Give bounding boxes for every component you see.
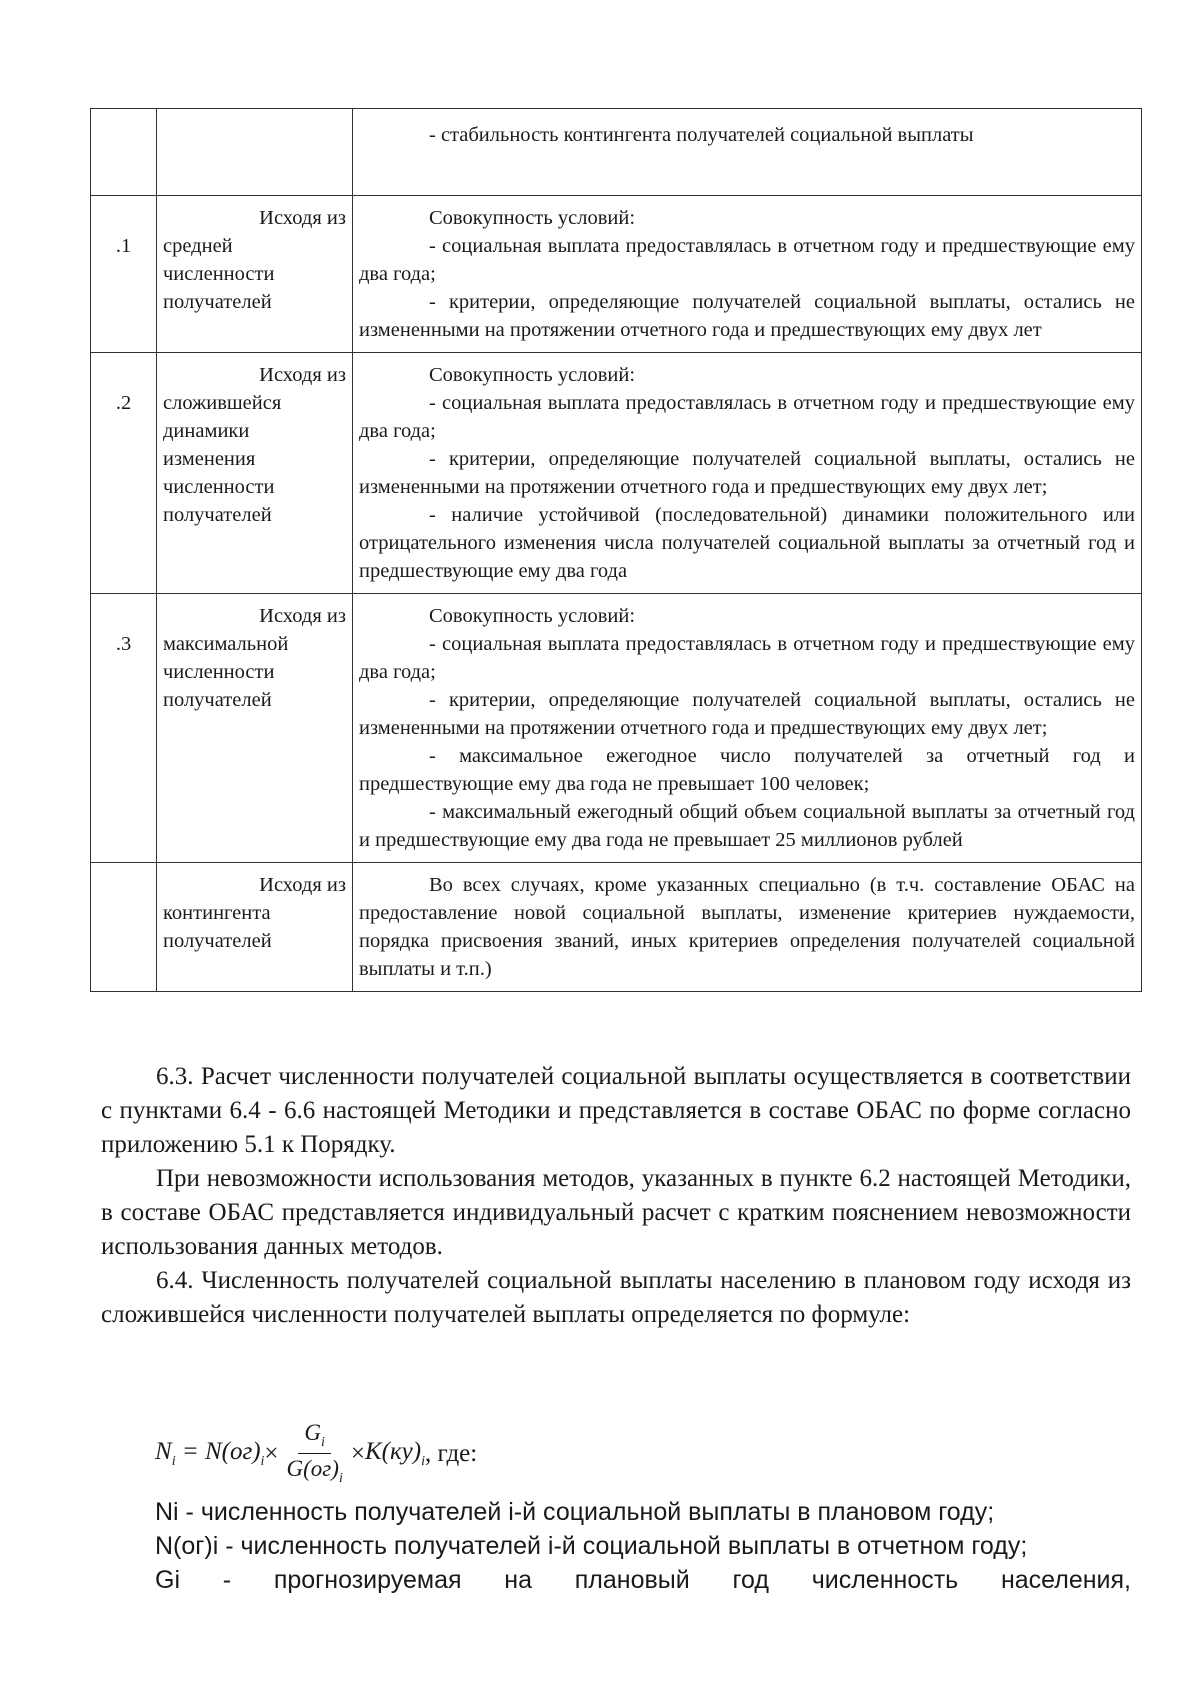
condition-line: - стабильность контингента получателей социальной выплаты xyxy=(429,124,974,146)
method-conditions xyxy=(353,594,1142,863)
method-name xyxy=(157,109,353,196)
condition-line: - критерии, определяющие получателей социальной выплаты, остались не измененными на протяжении отчетного года и предшествующих ему двух лет xyxy=(359,291,1135,341)
method-name-line: сложившейся xyxy=(163,392,282,414)
condition-line: - критерии, определяющие получателей социальной выплаты, остались не измененными на протяжении отчетного года и предшествующих ему двух лет; xyxy=(359,448,1135,498)
method-name xyxy=(157,196,353,353)
method-conditions xyxy=(353,863,1142,992)
row-number xyxy=(91,863,157,992)
formula-factor: $K(ку)_i$ xyxy=(364,1437,425,1469)
method-conditions xyxy=(353,353,1142,594)
condition-line: - критерии, определяющие получателей социальной выплаты, остались не измененными на протяжении отчетного года и предшествующих ему двух лет; xyxy=(359,689,1135,739)
method-name-line: контингента xyxy=(163,902,271,924)
condition-line: Совокупность условий: xyxy=(429,364,636,386)
definition-nog: N(ог)i - численность получателей i-й социальной выплаты в отчетном году; xyxy=(155,1532,1028,1560)
method-name-line: максимальной xyxy=(163,633,289,655)
method-name-line: получателей xyxy=(163,504,272,526)
definition-ni: Ni - численность получателей i-й социальной выплаты в плановом году; xyxy=(155,1498,995,1526)
definitions xyxy=(155,1495,1131,1597)
method-name-line: получателей xyxy=(163,930,272,952)
table-row xyxy=(91,196,1142,353)
formula-lhs: $N_i$ xyxy=(155,1437,176,1469)
method-name-first-line: Исходя из xyxy=(259,207,346,229)
methods-table-body xyxy=(91,109,1142,992)
method-name-line: динамики xyxy=(163,420,250,442)
formula-eq: = $N(ог)_i$ xyxy=(181,1437,265,1469)
row-number xyxy=(91,109,157,196)
definition-gi-word: год xyxy=(732,1566,769,1594)
method-name-line: численности xyxy=(163,263,275,285)
table-row xyxy=(91,353,1142,594)
condition-line: Во всех случаях, кроме указанных специально (в т.ч. составление ОБАС на предоставление новой социальной выплаты, изменение критериев нуждаемости, порядка присвоения званий, иных критериев определения получателей социальной выплаты и т.п.) xyxy=(359,874,1135,980)
formula-denominator: $G(ог)_i$ xyxy=(286,1456,343,1486)
definition-gi-word: на xyxy=(504,1566,532,1594)
method-name xyxy=(157,594,353,863)
method-name-first-line: Исходя из xyxy=(259,874,346,896)
method-name xyxy=(157,863,353,992)
formula-times-2: × xyxy=(350,1439,365,1467)
table-row xyxy=(91,594,1142,863)
condition-line: - социальная выплата предоставлялась в отчетном году и предшествующие ему два года; xyxy=(359,633,1135,683)
row-number: .1 xyxy=(91,196,157,353)
body-paragraphs xyxy=(101,1060,1131,1332)
method-name-line: получателей xyxy=(163,291,272,313)
condition-line: - социальная выплата предоставлялась в отчетном году и предшествующие ему два года; xyxy=(359,235,1135,285)
formula-numerator: $G_i$ xyxy=(298,1420,331,1454)
formula xyxy=(155,1420,477,1487)
method-conditions xyxy=(353,196,1142,353)
condition-line: - наличие устойчивой (последовательной) динамики положительного или отрицательного изменения числа получателей социальной выплаты за отчетный год и предшествующие ему два года xyxy=(359,504,1135,582)
definition-gi-word: прогнозируемая xyxy=(273,1566,462,1594)
method-name xyxy=(157,353,353,594)
paragraph-impossibility: При невозможности использования методов, указанных в пункте 6.2 настоящей Методики, в составе ОБАС представляется индивидуальный расчет с кратким пояснением невозможности использования данных методов. xyxy=(101,1165,1131,1260)
method-name-line: численности xyxy=(163,661,275,683)
condition-line: Совокупность условий: xyxy=(429,605,636,627)
paragraph-6-3: 6.3. Расчет численности получателей социальной выплаты осуществляется в соответствии с пунктами 6.4 - 6.6 настоящей Методики и представляется в составе ОБАС по форме согласно приложению 5.1 к Порядку. xyxy=(101,1063,1131,1158)
method-name-line: получателей xyxy=(163,689,272,711)
definition-gi-word: плановый xyxy=(574,1566,690,1594)
paragraph-6-4: 6.4. Численность получателей социальной выплаты населению в плановом году исходя из сложившейся численности получателей выплаты определяется по формуле: xyxy=(101,1267,1131,1328)
definition-gi-word: Gi xyxy=(155,1566,180,1594)
definition-gi-word: - xyxy=(222,1566,232,1594)
condition-line: - максимальное ежегодное число получателей за отчетный год и предшествующие ему два года не превышает 100 человек; xyxy=(359,745,1135,795)
table-row xyxy=(91,109,1142,196)
method-name-line: изменения xyxy=(163,448,256,470)
row-number: .3 xyxy=(91,594,157,863)
method-conditions xyxy=(353,109,1142,196)
formula-fraction xyxy=(281,1420,349,1487)
definition-gi-word: населения, xyxy=(1000,1566,1131,1594)
condition-line: - социальная выплата предоставлялась в отчетном году и предшествующие ему два года; xyxy=(359,392,1135,442)
method-name-first-line: Исходя из xyxy=(259,364,346,386)
formula-times-1: × xyxy=(264,1439,279,1467)
definition-gi-word: численность xyxy=(811,1566,959,1594)
method-name-line: численности xyxy=(163,476,275,498)
methods-table xyxy=(90,108,1142,992)
method-name-line: средней xyxy=(163,235,233,257)
row-number: .2 xyxy=(91,353,157,594)
condition-line: - максимальный ежегодный общий объем социальной выплаты за отчетный год и предшествующие ему два года не превышает 25 миллионов рублей xyxy=(359,801,1135,851)
definition-gi xyxy=(155,1563,1131,1597)
condition-line: Совокупность условий: xyxy=(429,207,636,229)
method-name-first-line: Исходя из xyxy=(259,605,346,627)
formula-tail: , где: xyxy=(424,1439,478,1467)
table-row xyxy=(91,863,1142,992)
